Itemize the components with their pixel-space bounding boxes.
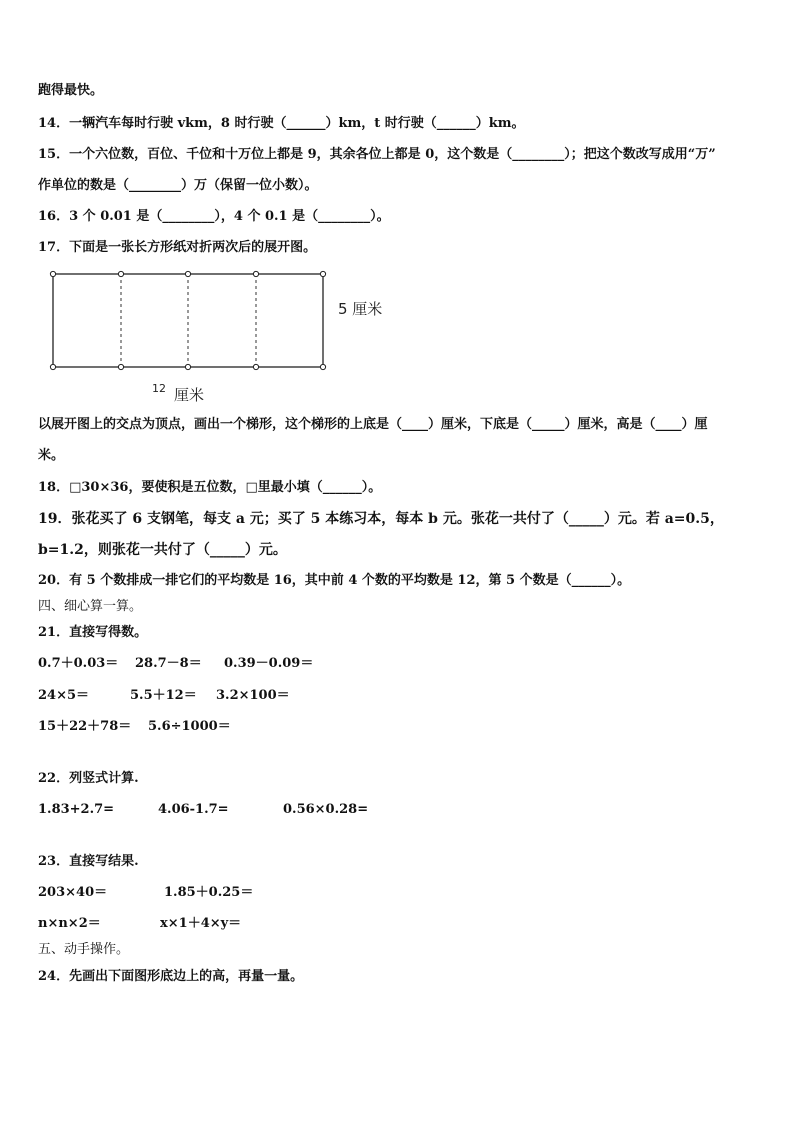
question-21: 21．直接写得数。 [38,625,148,640]
question-23: 23．直接写结果. [38,854,139,869]
question-15-line2: 作单位的数是（________）万（保留一位小数）。 [38,178,318,193]
question-16: 16．3 个 0.01 是（________），4 个 0.1 是（________）。 [38,209,390,224]
vertex-dot [185,271,190,276]
vertex-dot [253,271,258,276]
calc-item: 0.39－0.09＝ [224,656,314,671]
calc-item: x×1＋4×y＝ [160,916,242,931]
calc-item: 3.2×100＝ [216,688,290,703]
vertex-dot [185,364,190,369]
vertex-dot [50,271,55,276]
height-label: 5 厘米 [338,300,383,318]
calc-item: 4.06-1.7= [158,802,229,817]
question-18: 18．□30×36，要使积是五位数，□里最小填（______）。 [38,480,382,495]
width-unit: 厘米 [174,386,205,404]
calc-item: 203×40＝ [38,885,108,900]
section-5-heading: 五、动手操作。 [38,942,130,957]
question-19-line2: b=1.2，则张花一共付了（_____）元。 [38,542,287,558]
vertex-dot [320,364,325,369]
calc-item: 24×5＝ [38,688,90,703]
question-20: 20．有 5 个数排成一排它们的平均数是 16，其中前 4 个数的平均数是 12，第 5 个数是（______）。 [38,573,631,588]
text-line: 跑得最快。 [38,83,104,98]
vertex-dot [50,364,55,369]
width-number: 12 [152,382,166,395]
question-17: 17．下面是一张长方形纸对折两次后的展开图。 [38,240,317,255]
question-22: 22．列竖式计算. [38,771,139,786]
calc-item: 0.56×0.28= [283,802,369,817]
question-14: 14．一辆汽车每时行驶 vkm，8 时行驶（______）km，t 时行驶（______）km。 [38,116,525,131]
question-17-prompt-line2: 米。 [38,448,65,463]
vertex-dot [118,364,123,369]
section-4-heading: 四、细心算一算。 [38,599,143,614]
calc-item: 0.7＋0.03＝ [38,656,119,671]
vertex-dot [118,271,123,276]
question-17-prompt-line1: 以展开图上的交点为顶点，画出一个梯形，这个梯形的上底是（____）厘米，下底是（_____）厘米，高是（____）厘 [38,417,708,432]
calc-item: 1.83+2.7= [38,802,115,817]
calc-item: 28.7－8＝ [135,656,202,671]
calc-item: 1.85＋0.25＝ [164,885,254,900]
calc-item: n×n×2＝ [38,916,101,931]
calc-item: 5.6÷1000＝ [148,719,231,734]
calc-item: 15＋22＋78＝ [38,719,132,734]
vertex-dot [320,271,325,276]
vertex-dot [253,364,258,369]
calc-item: 5.5＋12＝ [130,688,197,703]
question-19-line1: 19．张花买了 6 支钢笔，每支 a 元；买了 5 本练习本，每本 b 元。张花一共付了（_____）元。若 a=0.5， [38,511,724,527]
question-24: 24．先画出下面图形底边上的高，再量一量。 [38,969,304,984]
question-15-line1: 15．一个六位数，百位、千位和十万位上都是 9，其余各位上都是 0，这个数是（________）；把这个数改写成用“万” [38,147,716,162]
unfolded-paper-figure [40,262,400,412]
